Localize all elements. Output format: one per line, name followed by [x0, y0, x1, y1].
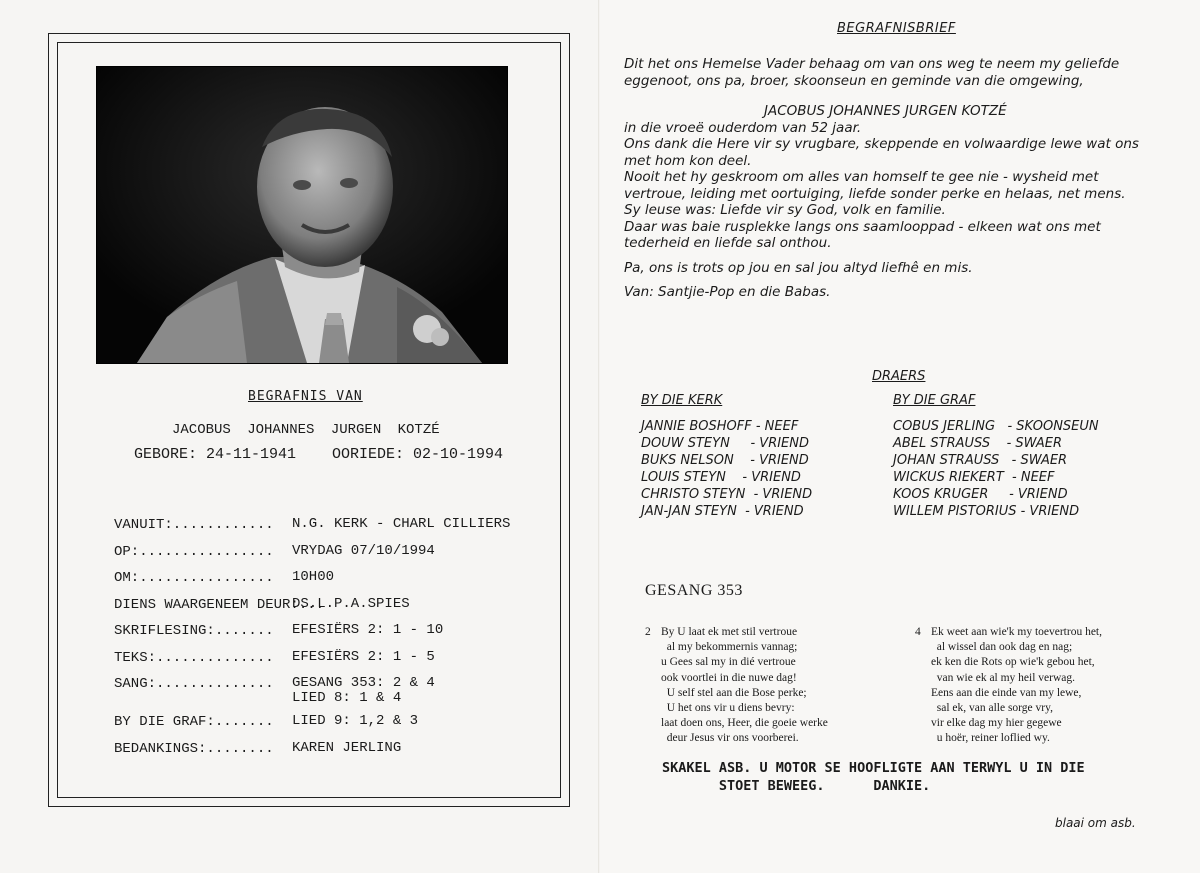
service-value: KAREN JERLING	[292, 739, 402, 756]
service-value: 10H00	[292, 569, 335, 585]
verse-line: al my bekommernis vannag;	[661, 641, 798, 654]
service-label: OM:................	[114, 570, 274, 586]
letter-line: in die vroeë ouderdom van 52 jaar.	[624, 119, 862, 136]
church-bearers-heading: BY DIE KERK	[641, 393, 723, 408]
letter-intro: Dit het ons Hemelse Vader behaag om van ons weg te neem my geliefde eggenoot, ons pa, broer, skoonseun en geminde van die omgewing,	[624, 56, 1120, 89]
verse-number: 4	[915, 626, 921, 638]
service-label: OP:................	[114, 543, 274, 560]
bearer-row: CHRISTO STEYN - VRIEND	[641, 487, 813, 502]
service-value: N.G. KERK - CHARL CILLIERS	[292, 516, 511, 532]
verse-line: U self stel aan die Bose perke;	[661, 686, 807, 699]
service-row	[114, 741, 510, 768]
deceased-name: JACOBUS JOHANNES JURGEN KOTZÉ	[172, 422, 440, 438]
letter-line: Daar was baie rusplekke langs ons saamlooppad - elkeen wat ons met tederheid en liefde sal onthou.	[624, 218, 1101, 251]
grave-bearers-heading: BY DIE GRAF	[893, 393, 976, 408]
service-row	[114, 650, 510, 677]
portrait-photo	[96, 66, 508, 364]
service-details	[114, 517, 510, 767]
service-value: LIED 9: 1,2 & 3	[292, 713, 419, 729]
letter-line: Sy leuse was: Liefde vir sy God, volk en familie.	[624, 202, 946, 218]
service-row	[114, 570, 510, 597]
bearer-row: WICKUS RIEKERT - NEEF	[893, 470, 1055, 485]
service-label: BY DIE GRAF:.......	[114, 714, 274, 730]
service-value: DS.L.P.A.SPIES	[292, 595, 410, 612]
letter-line: Ons dank die Here vir sy vrugbare, skeppende en volwaardige lewe wat ons met hom kon deel.	[624, 136, 1139, 169]
verse-line: al wissel dan ook dag en nag;	[931, 641, 1073, 654]
service-row	[114, 544, 510, 571]
bearer-row: LOUIS STEYN - VRIEND	[641, 470, 801, 485]
verse-line: laat doen ons, Heer, die goeie werke	[661, 717, 828, 730]
verse-line: By U laat ek met stil vertroue	[661, 626, 798, 638]
grave-bearers-list	[893, 418, 1099, 520]
verse-line: Ek weet aan wie'k my toevertrou het,	[931, 626, 1102, 638]
funeral-heading: BEGRAFNIS VAN	[248, 389, 363, 404]
verse-line: u hoër, reiner loflied wy.	[931, 732, 1050, 745]
bearers-title: DRAERS	[872, 369, 926, 384]
verse-line: sal ek, van alle sorge vry,	[931, 702, 1053, 715]
service-label: BEDANKINGS:........	[114, 740, 274, 757]
birth-death-dates: GEBORE: 24-11-1941 OORIEDE: 02-10-1994	[134, 446, 504, 463]
verse-line: ek ken die Rots op wie'k gebou het,	[931, 656, 1095, 669]
letter-title: BEGRAFNISBRIEF	[837, 21, 956, 36]
letter-line: Nooit het hy geskroom om alles van homself te gee nie - wysheid met vertroue, leiding met oortuiging, liefde sonder perke en helaas, net mens.	[624, 169, 1126, 202]
bearer-row: WILLEM PISTORIUS - VRIEND	[893, 504, 1080, 519]
verse-line: deur Jesus vir ons voorberei.	[661, 732, 799, 745]
bearer-row: ABEL STRAUSS - SWAER	[893, 436, 1063, 451]
verse-line: Eens aan die einde van my lewe,	[931, 686, 1082, 699]
verse-line: vir elke dag my hier gegewe	[931, 717, 1062, 730]
service-label: SKRIFLESING:.......	[114, 623, 274, 639]
bearer-row: COBUS JERLING - SKOONSEUN	[893, 419, 1099, 434]
bearer-row: JOHAN STRAUSS - SWAER	[893, 453, 1068, 468]
verse-number: 2	[645, 626, 651, 638]
turn-over-note: blaai om asb.	[1055, 816, 1136, 830]
service-row	[114, 714, 510, 741]
verse-line: ook voortlei in die nuwe dag!	[661, 671, 797, 684]
service-value: VRYDAG 07/10/1994	[292, 542, 435, 559]
hymn-title: GESANG 353	[645, 582, 743, 599]
headlights-notice	[662, 759, 1085, 795]
service-value: GESANG 353: 2 & 4 LIED 8: 1 & 4	[292, 675, 435, 706]
verse-line: u Gees sal my in dié vertroue	[661, 656, 796, 669]
service-label: SANG:..............	[114, 676, 274, 692]
service-row	[114, 517, 510, 544]
hymn-verse-4	[915, 625, 1102, 747]
church-bearers-list	[641, 418, 812, 520]
notice-line: STOET BEWEEG. DANKIE.	[662, 778, 931, 794]
service-row	[114, 623, 510, 650]
service-label: VANUIT:............	[114, 517, 274, 533]
letter-closing: Pa, ons is trots op jou en sal jou altyd liefhê en mis.	[624, 259, 973, 276]
hymn-verse-2	[645, 625, 828, 747]
verse-line: van wie ek al my heil verwag.	[931, 671, 1076, 684]
bearer-row: KOOS KRUGER - VRIEND	[893, 487, 1068, 502]
letter-signature: Van: Santjie-Pop en die Babas.	[624, 284, 831, 300]
bearer-row: BUKS NELSON - VRIEND	[641, 453, 809, 468]
bearer-row: JAN-JAN STEYN - VRIEND	[641, 504, 804, 519]
notice-line: SKAKEL ASB. U MOTOR SE HOOFLIGTE AAN TERWYL U IN DIE	[662, 760, 1085, 776]
verse-line: U het ons vir u diens bevry:	[661, 702, 795, 715]
service-value: EFESIËRS 2: 1 - 5	[292, 648, 435, 665]
service-value: EFESIËRS 2: 1 - 10	[292, 622, 444, 638]
service-label: TEKS:..............	[114, 649, 274, 666]
letter-name: JACOBUS JOHANNES JURGEN KOTZÉ	[764, 103, 1007, 119]
funeral-letter	[624, 56, 1154, 301]
bearer-row: JANNIE BOSHOFF - NEEF	[641, 419, 799, 434]
service-label: DIENS WAARGENEEM DEUR:...	[114, 596, 325, 613]
service-row	[114, 676, 510, 714]
service-row	[114, 597, 510, 624]
bearer-row: DOUW STEYN - VRIEND	[641, 436, 810, 451]
